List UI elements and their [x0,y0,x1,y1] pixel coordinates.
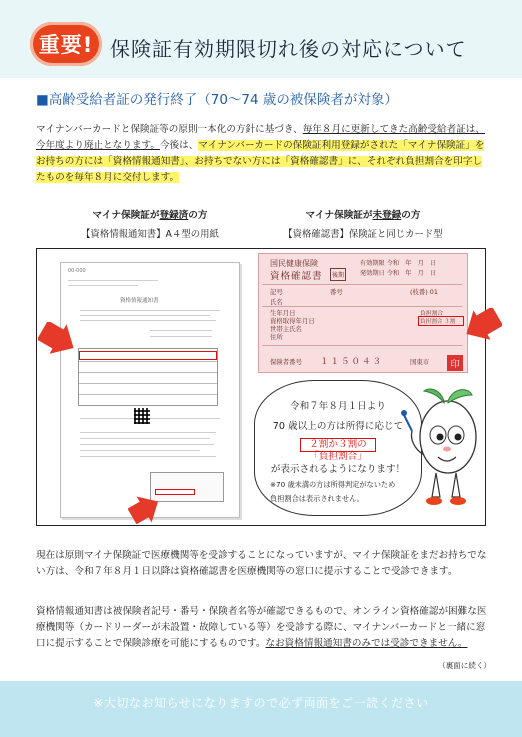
left-column-heading [60,207,240,221]
card-ratio-value: 負担割合 ３割 [420,319,456,325]
sheet-line [80,444,214,445]
page-title: 保険証有効期限切れ後の対応について [110,37,467,61]
seal-stamp: 印 [447,355,463,371]
card-insurer-no: １１５０４３ [320,357,384,367]
sheet-line [150,330,212,331]
card-line1: 国民健康保険 [270,259,318,268]
card-divider [262,345,462,346]
paragraph-notice [36,604,488,652]
sheet-line [150,336,212,337]
card-address: 住所 [270,333,283,341]
sheet-line [80,456,216,457]
ratio-highlight [79,351,217,360]
left-head-a: マイナ保険証が [92,210,160,221]
notice-table [78,348,218,406]
sheet-line [80,432,216,433]
right-head-b: 未登録 [372,210,402,221]
card-symbol: 記号 [270,288,283,296]
bubble-line3: が表示されるようになります！ [270,464,406,475]
sheet-line [80,315,210,316]
bubble-line1: 令和７年８月１日より [290,401,386,412]
notice-no: 00-000 [68,268,86,274]
bubble-ratio-highlight: ２割か３割の「負担割合」 [300,438,376,452]
table-row [79,383,217,384]
intro-text-c: 今後は、 [159,140,199,151]
arrow-icon [462,308,502,342]
intro-text-a: マイナンバーカードと保険証等の原則一本化の方針に基づき、 [36,124,303,135]
important-badge: 重要! [30,22,102,66]
bubble-note1: ※70 歳未満の方は所得判定がないため [270,480,396,489]
card-tag: 後期 [330,268,346,281]
bubble-note2: 負担割合は表示されません。 [270,494,364,503]
table-row [79,361,217,362]
bubble-line2: 70 歳以上の方は所得に応じて [272,421,404,432]
intro-paragraph [36,122,488,186]
card-number: 番号 [330,288,343,296]
card-ratio-highlight [418,316,464,326]
section-heading: ■高齢受給者証の発行終了（70～74 歳の被保険者が対象） [36,92,398,108]
sheet-line [80,438,210,439]
arrow-icon [38,322,78,356]
right-column-sub: 【資格確認書】保険証と同じカード型 [283,229,443,240]
arrow-icon [128,494,162,524]
left-column-sub: 【資格情報通知書】A４型の用紙 [81,229,219,240]
sheet-line [80,418,220,419]
right-head-c: の方 [401,210,421,221]
right-column-heading [258,207,468,221]
footer-notice: ※大切なお知らせになりますので必ず両面をご一読ください [93,696,429,710]
sheet-line [68,285,138,286]
notice-text-underlined: なお資格情報通知書のみでは受診できません。 [265,638,468,649]
sheet-line [80,310,220,311]
card-divider [262,306,462,307]
sheet-line [80,450,200,451]
notice-text: 資格情報通知書は被保険者記号・番号・保険者名等が確認できるもので、オンライン資格確認が困難な医療機関等（カードリーダーが未設置・故障している等）を受診する際に、マイナンバーカードと一緒に窓口に提示することで保険診療を可能にするものです。 [36,606,487,649]
card-divider [262,284,462,285]
sheet-line [80,320,216,321]
table-row [79,394,217,395]
card-issued: 発効期日 令和 年 月 日 [360,270,437,277]
card-issuer: 国東市 [410,358,430,366]
mascot-character-icon [400,385,484,517]
card-date: 資格取得年月日 [270,317,315,325]
card-ratio-label: 負担割合 [420,311,444,317]
notice-title: 資格情報通知書 [120,298,159,304]
right-head-a: マイナ保険証が [305,210,373,221]
card-line2: 資格確認書 [270,271,323,282]
card-branch: (枝番) 01 [410,288,438,296]
left-head-c: の方 [188,210,208,221]
card-birth: 生年月日 [270,309,296,317]
table-row [79,372,217,373]
qr-code-icon [134,408,150,424]
intro-highlight: マイナンバーカードの保険証利用登録がされた「マイナ保険証」をお持ちの方には「資格情報通知書」、お持ちでない方には「資格確認書」に、それぞれ負担割合を印字したものを毎年８月に交付します。 [36,140,485,183]
intro-text-b: 毎年８月に更新してきた高齢受給者証は、今年度より廃止となります。 [36,124,485,151]
left-head-b: 登録済 [159,210,189,221]
card-insurer-label: 保険者番号 [270,358,302,366]
card-name: 氏名 [270,298,283,306]
card-expiry: 有効期限 令和 年 月 日 [360,260,437,267]
paragraph-confirmation: 現在は原則マイナ保険証で医療機関等を受診することになっていますが、マイナ保険証をまだお持ちでない方は、令和７年８月１日以降は資格確認書を医療機関等の窓口に提示することで受診できます。 [36,550,487,577]
continued-note: （裏面に続く） [438,661,492,670]
sheet-line [68,280,158,281]
card-head: 世帯主氏名 [270,325,302,333]
